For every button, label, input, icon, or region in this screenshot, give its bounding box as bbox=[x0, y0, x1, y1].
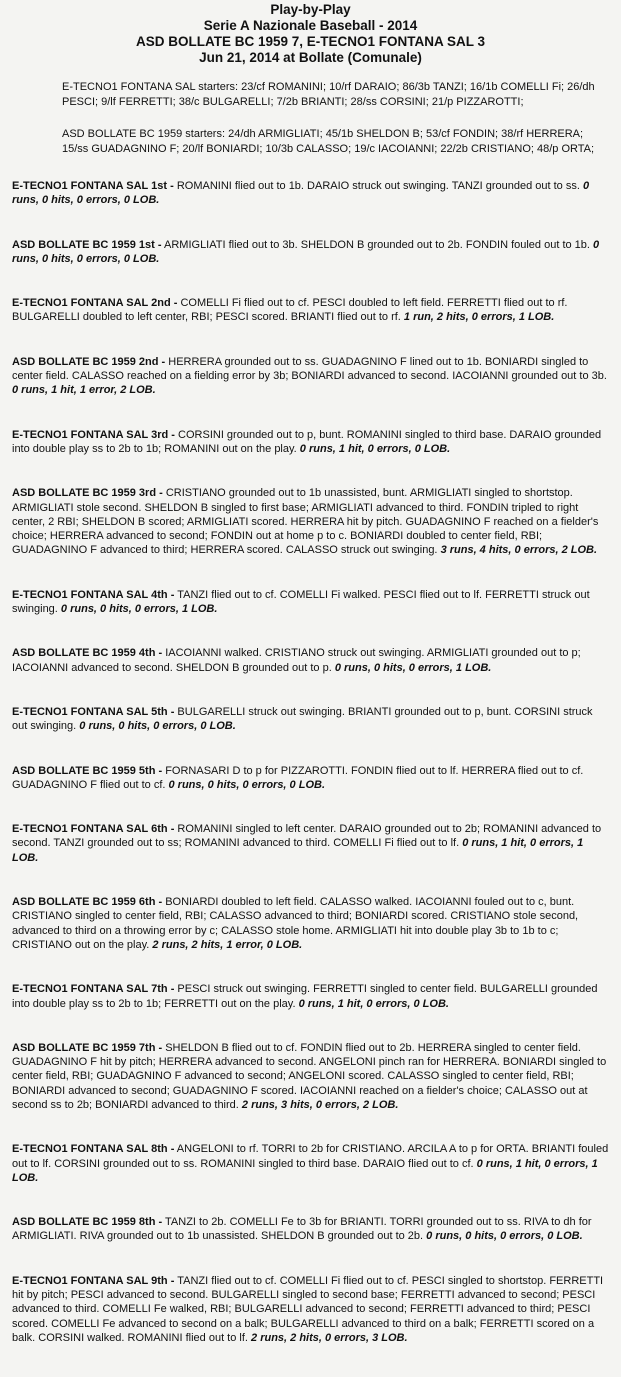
inning-team-label: ASD BOLLATE BC 1959 8th - bbox=[12, 1216, 163, 1229]
inning-team-label: ASD BOLLATE BC 1959 2nd - bbox=[12, 355, 166, 368]
inning-plays: IACOIANNI walked. CRISTIANO struck out swinging. ARMIGLIATI grounded out to p; IACOIANNI advanced to second. SHELDON B grounded out to p. bbox=[12, 647, 581, 674]
inning-block bbox=[12, 705, 609, 734]
inning-block bbox=[12, 1142, 609, 1185]
inning-summary: 1 run, 2 hits, 0 errors, 1 LOB. bbox=[403, 311, 555, 324]
starters-section bbox=[62, 80, 609, 156]
inning-summary: 0 runs, 0 hits, 0 errors, 1 LOB. bbox=[60, 603, 218, 616]
inning-summary: 0 runs, 0 hits, 0 errors, 0 LOB. bbox=[168, 778, 325, 791]
innings-list bbox=[12, 179, 609, 1345]
inning-plays: ARMIGLIATI flied out to 3b. SHELDON B grounded out to 2b. FONDIN fouled out to 1b. bbox=[161, 238, 594, 251]
inning-block bbox=[12, 355, 609, 398]
report-header bbox=[12, 2, 609, 66]
inning-plays: ANGELONI to rf. TORRI to 2b for CRISTIANO. ARCILA A to p for ORTA. BRIANTI fouled out to lf. CORSINI grounded out to ss. ROMANINI singled to third base. DARAIO flied out to cf. bbox=[12, 1143, 609, 1170]
inning-team-label: E-TECNO1 FONTANA SAL 4th - bbox=[12, 588, 175, 601]
inning-team-label: E-TECNO1 FONTANA SAL 7th - bbox=[12, 983, 175, 996]
inning-team-label: E-TECNO1 FONTANA SAL 5th - bbox=[12, 705, 175, 718]
home-starters: ASD BOLLATE BC 1959 starters: 24/dh ARMIGLIATI; 45/1b SHELDON B; 53/cf FONDIN; 38/rf HERRERA; 15/ss GUADAGNINO F; 20/lf BONIARDI; 10/3b CALASSO; 19/c IACOIANNI; 22/2b CRISTIANO; 48/p ORTA; bbox=[62, 128, 595, 155]
inning-team-label: ASD BOLLATE BC 1959 7th - bbox=[12, 1041, 163, 1054]
inning-block bbox=[12, 428, 609, 457]
inning-block bbox=[12, 764, 609, 793]
away-starters: E-TECNO1 FONTANA SAL starters: 23/cf ROMANINI; 10/rf DARAIO; 86/3b TANZI; 16/1b COMELLI Fi; 26/dh PESCI; 9/lf FERRETTI; 38/c BULGARELLI; 7/2b BRIANTI; 28/ss CORSINI; 21/p PIZZAROTTI; bbox=[62, 81, 595, 108]
inning-summary: 0 runs, 0 hits, 0 errors, 0 LOB. bbox=[12, 238, 600, 265]
inning-plays: HERRERA grounded out to ss. GUADAGNINO F lined out to 1b. BONIARDI singled to center field. CALASSO reached on a fielding error by 3b; BONIARDI advanced to second. IACOIANNI grounded out to 3b. bbox=[12, 355, 607, 383]
inning-team-label: E-TECNO1 FONTANA SAL 3rd - bbox=[12, 428, 175, 441]
inning-team-label: ASD BOLLATE BC 1959 4th - bbox=[12, 647, 163, 660]
inning-summary: 2 runs, 2 hits, 0 errors, 3 LOB. bbox=[251, 1331, 408, 1344]
inning-block bbox=[12, 982, 609, 1011]
inning-plays: PESCI struck out swinging. FERRETTI singled to center field. BULGARELLI grounded into double play ss to 2b to 1b; FERRETTI out on the play. bbox=[12, 983, 598, 1010]
inning-block bbox=[12, 646, 609, 675]
inning-summary: 0 runs, 0 hits, 0 errors, 1 LOB. bbox=[334, 661, 492, 674]
inning-team-label: E-TECNO1 FONTANA SAL 1st - bbox=[12, 180, 174, 192]
inning-team-label: E-TECNO1 FONTANA SAL 6th - bbox=[12, 823, 175, 836]
inning-block bbox=[12, 179, 609, 208]
date-venue: Jun 21, 2014 at Bollate (Comunale) bbox=[199, 50, 422, 65]
inning-plays: CORSINI grounded out to p, bunt. ROMANINI singled to third base. DARAIO grounded into double play ss to 2b to 1b; ROMANINI out on the play. bbox=[12, 428, 602, 455]
inning-plays: FORNASARI D to p for PIZZAROTTI. FONDIN flied out to lf. HERRERA flied out to cf. GUADAGNINO F flied out to cf. bbox=[12, 764, 584, 791]
inning-team-label: ASD BOLLATE BC 1959 3rd - bbox=[12, 487, 163, 500]
inning-team-label: E-TECNO1 FONTANA SAL 2nd - bbox=[12, 297, 178, 310]
inning-block bbox=[12, 486, 609, 557]
inning-block bbox=[12, 588, 609, 617]
inning-plays: TANZI flied out to cf. COMELLI Fi walked. PESCI flied out to lf. FERRETTI struck out swinging. bbox=[12, 588, 590, 616]
inning-team-label: ASD BOLLATE BC 1959 6th - bbox=[12, 896, 163, 909]
inning-plays: BONIARDI doubled to left field. CALASSO walked. IACOIANNI fouled out to c, bunt. CRISTIANO singled to center field, RBI; CALASSO advanced to third; BONIARDI scored. CRISTIANO stole second, advanced to third on a throwing error by c; CALASSO stole home. ARMIGLIATI hit into double play 3b to 1b to c; CRISTIANO out on the play. bbox=[12, 896, 579, 951]
inning-summary: 0 runs, 1 hit, 0 errors, 0 LOB. bbox=[299, 442, 451, 455]
inning-team-label: E-TECNO1 FONTANA SAL 8th - bbox=[12, 1143, 175, 1156]
inning-plays: TANZI to 2b. COMELLI Fe to 3b for BRIANTI. TORRI grounded out to ss. RIVA to dh for ARMIGLIATI. RIVA grounded out to 1b unassisted. SHELDON B grounded out to 2b. bbox=[12, 1216, 592, 1243]
inning-plays: BULGARELLI struck out swinging. BRIANTI grounded out to p, bunt. CORSINI struck out swinging. bbox=[12, 705, 593, 733]
inning-summary: 0 runs, 1 hit, 1 error, 2 LOB. bbox=[12, 384, 156, 397]
inning-team-label: ASD BOLLATE BC 1959 5th - bbox=[12, 764, 163, 777]
inning-plays: COMELLI Fi flied out to cf. PESCI doubled to left field. FERRETTI flied out to rf. BULGARELLI doubled to left center, RBI; PESCI scored. BRIANTI flied out to rf. bbox=[12, 297, 568, 324]
inning-summary: 2 runs, 3 hits, 0 errors, 2 LOB. bbox=[241, 1098, 399, 1111]
inning-plays: ROMANINI singled to left center. DARAIO grounded out to 2b; ROMANINI advanced to second. TANZI grounded out to ss; ROMANINI advanced to third. COMELLI Fi flied out to lf. bbox=[12, 823, 602, 850]
report-title: Play-by-Play bbox=[270, 2, 351, 17]
league-name: Serie A Nazionale Baseball - 2014 bbox=[203, 18, 418, 33]
inning-summary: 0 runs, 0 hits, 0 errors, 0 LOB. bbox=[12, 180, 590, 207]
inning-summary: 0 runs, 1 hit, 0 errors, 1 LOB. bbox=[12, 837, 584, 864]
inning-plays: CRISTIANO grounded out to 1b unassisted, bunt. ARMIGLIATI singled to shortstop. ARMIGLIATI stole second. SHELDON B singled to first base; ARMIGLIATI advanced to third. FONDIN tripled to right center, 2 RBI; SHELDON B scored; ARMIGLIATI scored. HERRERA hit by pitch. GUADAGNINO F reached on a fielder's choice; HERRERA advanced to second; FONDIN out at home p to c. BONIARDI doubled to center field, RBI; GUADAGNINO F advanced to third; HERRERA scored. CALASSO struck out swinging. bbox=[12, 487, 599, 557]
final-score: ASD BOLLATE BC 1959 7, E-TECNO1 FONTANA SAL 3 bbox=[135, 34, 486, 49]
inning-team-label: ASD BOLLATE BC 1959 1st - bbox=[12, 238, 162, 251]
inning-summary: 0 runs, 1 hit, 0 errors, 0 LOB. bbox=[298, 997, 449, 1010]
inning-plays: TANZI flied out to cf. COMELLI Fi flied out to cf. PESCI singled to shortstop. FERRETTI hit by pitch; PESCI advanced to second. BULGARELLI singled to second base; FERRETTI advanced to second; PESCI advanced to third. COMELLI Fe walked, RBI; BULGARELLI advanced to second; FERRETTI advanced to third; PESCI scored. COMELLI Fe advanced to second on a balk; BULGARELLI advanced to third on a balk; FERRETTI scored on a balk. CORSINI walked. ROMANINI flied out to lf. bbox=[12, 1274, 604, 1344]
inning-summary: 0 runs, 0 hits, 0 errors, 0 LOB. bbox=[426, 1230, 583, 1243]
inning-plays: SHELDON B flied out to cf. FONDIN flied out to 2b. HERRERA singled to center field. GUADAGNINO F hit by pitch; HERRERA advanced to second. ANGELONI pinch ran for HERRERA. BONIARDI singled to center field, RBI; GUADAGNINO F advanced to second; ANGELONI scored. CALASSO singled to center field, RBI; BONIARDI advanced to second; GUADAGNINO F scored. IACOIANNI reached on a fielder's choice; CALASSO out at second ss to 2b; BONIARDI advanced to third. bbox=[12, 1041, 607, 1111]
inning-block bbox=[12, 895, 609, 952]
inning-team-label: E-TECNO1 FONTANA SAL 9th - bbox=[12, 1274, 175, 1287]
inning-block bbox=[12, 238, 609, 267]
inning-summary: 0 runs, 1 hit, 0 errors, 1 LOB. bbox=[12, 1157, 598, 1184]
inning-block bbox=[12, 1274, 609, 1345]
inning-block bbox=[12, 296, 609, 325]
inning-summary: 2 runs, 2 hits, 1 error, 0 LOB. bbox=[152, 938, 303, 951]
inning-summary: 0 runs, 0 hits, 0 errors, 0 LOB. bbox=[79, 720, 236, 733]
inning-block bbox=[12, 1041, 609, 1112]
inning-block bbox=[12, 822, 609, 865]
inning-block bbox=[12, 1215, 609, 1244]
inning-summary: 3 runs, 4 hits, 0 errors, 2 LOB. bbox=[440, 544, 598, 557]
inning-plays: ROMANINI flied out to 1b. DARAIO struck out swinging. TANZI grounded out to ss. bbox=[173, 180, 583, 192]
